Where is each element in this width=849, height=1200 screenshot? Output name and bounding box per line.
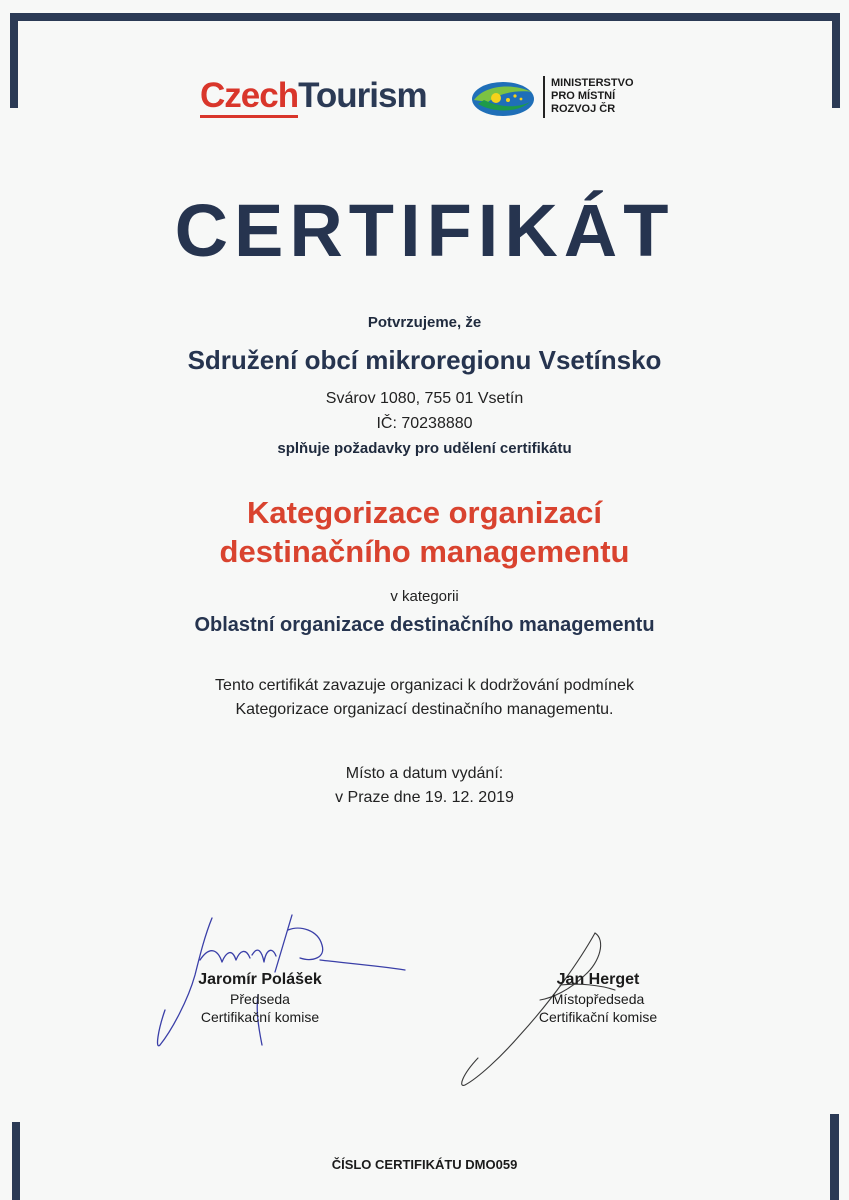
frame-top-left-corner — [10, 13, 18, 108]
obligation-line-1: Tento certifikát zavazuje organizaci k dodržování podmínek — [215, 677, 634, 694]
signatory-committee: Certifikační komise — [538, 1009, 658, 1025]
signatory-herget — [498, 970, 698, 1026]
ministry-logo-divider — [543, 76, 545, 118]
confirm-text: Potvrzujeme, že — [367, 314, 482, 331]
czechtourism-logo — [200, 76, 427, 116]
ministry-line-3: ROZVOJ ČR — [551, 103, 616, 115]
signatory-name: Jan Herget — [556, 971, 640, 988]
ministry-logo-text — [551, 77, 634, 116]
issue-place-date-value: v Praze dne 19. 12. 2019 — [335, 789, 514, 806]
signatory-role: Předseda — [230, 991, 290, 1007]
signatory-role: Místopředseda — [551, 991, 645, 1007]
signatory-name: Jaromír Polášek — [198, 971, 322, 988]
certificate-title: CERTIFIKÁT — [174, 189, 675, 272]
frame-top-right-corner — [832, 13, 840, 108]
organization-name: Sdružení obcí mikroregionu Vsetínsko — [187, 345, 662, 375]
certificate-number: ČÍSLO CERTIFIKÁTU DMO059 — [331, 1157, 518, 1172]
ministry-emblem-icon — [470, 78, 536, 120]
czechtourism-logo-czech: Czech — [200, 76, 298, 118]
ministry-line-1: MINISTERSTVO — [551, 77, 634, 89]
ministry-line-2: PRO MÍSTNÍ — [551, 90, 616, 102]
organization-ic: IČ: 70238880 — [376, 415, 473, 432]
in-category-label: v kategorii — [390, 588, 459, 605]
category-title-line-2: destinačního managementu — [219, 534, 630, 569]
requirement-text: splňuje požadavky pro udělení certifikátu — [277, 440, 572, 457]
organization-address: Svárov 1080, 755 01 Vsetín — [325, 390, 524, 407]
frame-top-edge — [10, 13, 840, 21]
signatory-polasek — [160, 970, 360, 1026]
signatory-committee: Certifikační komise — [200, 1009, 320, 1025]
category-name: Oblastní organizace destinačního managementu — [194, 614, 655, 636]
issue-place-date-label: Místo a datum vydání: — [345, 765, 504, 782]
category-title-line-1: Kategorizace organizací — [247, 495, 602, 530]
obligation-line-2: Kategorizace organizací destinačního managementu. — [235, 701, 614, 718]
czechtourism-logo-tourism: Tourism — [298, 76, 427, 115]
